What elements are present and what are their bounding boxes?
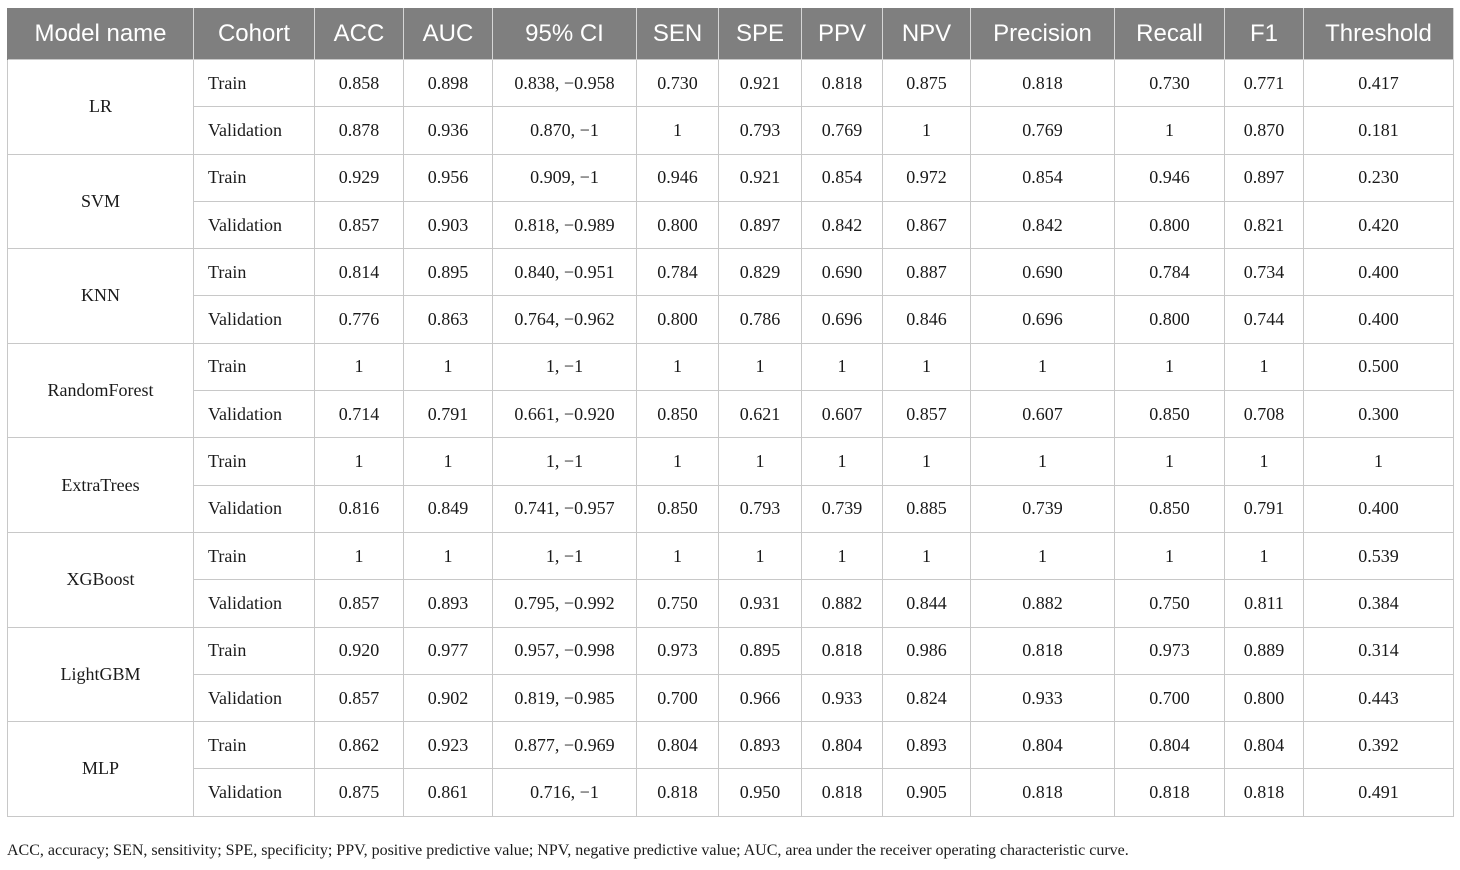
metric-cell: 0.744 xyxy=(1225,296,1304,343)
metric-cell: 0.621 xyxy=(719,391,802,438)
metric-cell: 0.776 xyxy=(315,296,404,343)
metric-cell: 1, −1 xyxy=(493,438,637,485)
metric-cell: 0.784 xyxy=(1115,249,1225,296)
metric-cell: 0.690 xyxy=(971,249,1115,296)
metric-cell: 0.700 xyxy=(1115,674,1225,721)
table-row xyxy=(8,296,1454,343)
metric-cell: 1 xyxy=(883,438,971,485)
metric-cell: 0.986 xyxy=(883,627,971,674)
metric-cell: 0.811 xyxy=(1225,580,1304,627)
cohort-cell: Train xyxy=(194,627,315,674)
metric-cell: 0.696 xyxy=(802,296,883,343)
metric-cell: 0.933 xyxy=(971,674,1115,721)
metric-cell: 1 xyxy=(971,532,1115,579)
metric-cell: 0.769 xyxy=(802,107,883,154)
metric-cell: 0.750 xyxy=(1115,580,1225,627)
table-container xyxy=(7,8,1453,817)
metric-cell: 1, −1 xyxy=(493,532,637,579)
metric-cell: 0.905 xyxy=(883,769,971,816)
metric-cell: 0.973 xyxy=(1115,627,1225,674)
metric-cell: 0.838, −0.958 xyxy=(493,60,637,107)
metric-cell: 0.400 xyxy=(1304,485,1454,532)
metric-cell: 0.730 xyxy=(1115,60,1225,107)
metric-cell: 1 xyxy=(1304,438,1454,485)
model-name-cell: RandomForest xyxy=(8,343,194,438)
metric-cell: 0.870, −1 xyxy=(493,107,637,154)
table-row xyxy=(8,485,1454,532)
metric-cell: 1 xyxy=(637,438,719,485)
column-header: Precision xyxy=(971,8,1115,60)
metric-cell: 0.750 xyxy=(637,580,719,627)
table-row xyxy=(8,343,1454,390)
metric-cell: 0.972 xyxy=(883,154,971,201)
metric-cell: 0.923 xyxy=(404,722,493,769)
metric-cell: 1 xyxy=(637,532,719,579)
metric-cell: 1 xyxy=(404,343,493,390)
metric-cell: 0.857 xyxy=(883,391,971,438)
cohort-cell: Validation xyxy=(194,674,315,721)
cohort-cell: Validation xyxy=(194,201,315,248)
metric-cell: 1 xyxy=(883,107,971,154)
metric-cell: 0.842 xyxy=(802,201,883,248)
metric-cell: 1 xyxy=(637,343,719,390)
metric-cell: 0.800 xyxy=(1225,674,1304,721)
metric-cell: 1 xyxy=(971,438,1115,485)
metric-cell: 0.931 xyxy=(719,580,802,627)
metric-cell: 1 xyxy=(802,343,883,390)
metric-cell: 0.844 xyxy=(883,580,971,627)
metric-cell: 0.784 xyxy=(637,249,719,296)
metric-cell: 0.875 xyxy=(315,769,404,816)
metric-cell: 0.850 xyxy=(1115,485,1225,532)
metric-cell: 0.867 xyxy=(883,201,971,248)
metric-cell: 1 xyxy=(315,343,404,390)
column-header: Cohort xyxy=(194,8,315,60)
table-row xyxy=(8,154,1454,201)
metric-cell: 0.181 xyxy=(1304,107,1454,154)
metric-cell: 0.897 xyxy=(719,201,802,248)
table-row xyxy=(8,60,1454,107)
metric-cell: 0.858 xyxy=(315,60,404,107)
metric-cell: 0.897 xyxy=(1225,154,1304,201)
metric-cell: 0.885 xyxy=(883,485,971,532)
table-row xyxy=(8,249,1454,296)
metric-cell: 0.607 xyxy=(971,391,1115,438)
metric-cell: 0.708 xyxy=(1225,391,1304,438)
metric-cell: 0.850 xyxy=(637,391,719,438)
model-name-cell: LightGBM xyxy=(8,627,194,722)
metric-cell: 1 xyxy=(719,438,802,485)
metric-cell: 0.804 xyxy=(1225,722,1304,769)
metric-cell: 0.878 xyxy=(315,107,404,154)
header-row xyxy=(8,8,1454,60)
metric-cell: 0.795, −0.992 xyxy=(493,580,637,627)
metric-cell: 0.921 xyxy=(719,154,802,201)
metric-cell: 0.818 xyxy=(802,627,883,674)
metric-cell: 0.539 xyxy=(1304,532,1454,579)
column-header: Model name xyxy=(8,8,194,60)
metric-cell: 0.739 xyxy=(971,485,1115,532)
metric-cell: 0.818 xyxy=(1115,769,1225,816)
metric-cell: 0.771 xyxy=(1225,60,1304,107)
metric-cell: 0.818 xyxy=(971,627,1115,674)
table-row xyxy=(8,532,1454,579)
metric-cell: 0.818 xyxy=(971,60,1115,107)
metric-cell: 0.793 xyxy=(719,107,802,154)
metric-cell: 0.977 xyxy=(404,627,493,674)
metric-cell: 0.957, −0.998 xyxy=(493,627,637,674)
column-header: Recall xyxy=(1115,8,1225,60)
metric-cell: 0.875 xyxy=(883,60,971,107)
metric-cell: 0.829 xyxy=(719,249,802,296)
cohort-cell: Train xyxy=(194,343,315,390)
metric-cell: 0.840, −0.951 xyxy=(493,249,637,296)
metric-cell: 0.870 xyxy=(1225,107,1304,154)
metric-cell: 0.882 xyxy=(802,580,883,627)
metric-cell: 0.849 xyxy=(404,485,493,532)
metric-cell: 0.889 xyxy=(1225,627,1304,674)
metric-cell: 1 xyxy=(1115,532,1225,579)
cohort-cell: Train xyxy=(194,438,315,485)
metric-cell: 0.791 xyxy=(1225,485,1304,532)
metric-cell: 0.903 xyxy=(404,201,493,248)
metric-cell: 0.857 xyxy=(315,580,404,627)
metric-cell: 0.946 xyxy=(637,154,719,201)
column-header: PPV xyxy=(802,8,883,60)
metric-cell: 0.946 xyxy=(1115,154,1225,201)
metric-cell: 0.920 xyxy=(315,627,404,674)
metric-cell: 0.818, −0.989 xyxy=(493,201,637,248)
metric-cell: 1 xyxy=(1115,107,1225,154)
metric-cell: 0.696 xyxy=(971,296,1115,343)
metric-cell: 1 xyxy=(719,532,802,579)
table-body xyxy=(8,60,1454,817)
model-metrics-table xyxy=(7,8,1454,817)
metric-cell: 1 xyxy=(802,438,883,485)
metric-cell: 0.392 xyxy=(1304,722,1454,769)
metric-cell: 0.966 xyxy=(719,674,802,721)
metric-cell: 0.804 xyxy=(971,722,1115,769)
metric-cell: 1 xyxy=(883,532,971,579)
metric-cell: 1 xyxy=(1115,438,1225,485)
metric-cell: 0.895 xyxy=(404,249,493,296)
metric-cell: 1 xyxy=(315,532,404,579)
metric-cell: 0.819, −0.985 xyxy=(493,674,637,721)
metric-cell: 0.893 xyxy=(883,722,971,769)
metric-cell: 0.800 xyxy=(1115,296,1225,343)
metric-cell: 1 xyxy=(971,343,1115,390)
metric-cell: 0.314 xyxy=(1304,627,1454,674)
metric-cell: 0.769 xyxy=(971,107,1115,154)
metric-cell: 0.700 xyxy=(637,674,719,721)
metric-cell: 1 xyxy=(404,438,493,485)
table-row xyxy=(8,580,1454,627)
metric-cell: 0.800 xyxy=(1115,201,1225,248)
metric-cell: 0.846 xyxy=(883,296,971,343)
metric-cell: 0.793 xyxy=(719,485,802,532)
table-row xyxy=(8,627,1454,674)
metric-cell: 0.818 xyxy=(802,60,883,107)
metric-cell: 0.230 xyxy=(1304,154,1454,201)
metric-cell: 0.300 xyxy=(1304,391,1454,438)
metric-cell: 0.857 xyxy=(315,674,404,721)
metric-cell: 0.818 xyxy=(1225,769,1304,816)
cohort-cell: Train xyxy=(194,154,315,201)
model-name-cell: SVM xyxy=(8,154,194,249)
metric-cell: 0.716, −1 xyxy=(493,769,637,816)
metric-cell: 1 xyxy=(802,532,883,579)
metric-cell: 0.893 xyxy=(404,580,493,627)
metric-cell: 0.661, −0.920 xyxy=(493,391,637,438)
metric-cell: 1 xyxy=(315,438,404,485)
metric-cell: 0.921 xyxy=(719,60,802,107)
metric-cell: 0.862 xyxy=(315,722,404,769)
metric-cell: 0.690 xyxy=(802,249,883,296)
metric-cell: 1 xyxy=(1225,438,1304,485)
metric-cell: 0.400 xyxy=(1304,249,1454,296)
metric-cell: 1 xyxy=(404,532,493,579)
column-header: AUC xyxy=(404,8,493,60)
metric-cell: 0.950 xyxy=(719,769,802,816)
metric-cell: 1 xyxy=(1115,343,1225,390)
metric-cell: 0.929 xyxy=(315,154,404,201)
metric-cell: 0.854 xyxy=(802,154,883,201)
cohort-cell: Train xyxy=(194,249,315,296)
metric-cell: 0.882 xyxy=(971,580,1115,627)
cohort-cell: Train xyxy=(194,60,315,107)
metric-cell: 0.384 xyxy=(1304,580,1454,627)
metric-cell: 0.734 xyxy=(1225,249,1304,296)
metric-cell: 1 xyxy=(1225,532,1304,579)
metric-cell: 0.417 xyxy=(1304,60,1454,107)
cohort-cell: Validation xyxy=(194,769,315,816)
metric-cell: 0.857 xyxy=(315,201,404,248)
table-row xyxy=(8,722,1454,769)
metric-cell: 0.818 xyxy=(637,769,719,816)
metric-cell: 0.730 xyxy=(637,60,719,107)
column-header: Threshold xyxy=(1304,8,1454,60)
metric-cell: 0.420 xyxy=(1304,201,1454,248)
metric-cell: 0.739 xyxy=(802,485,883,532)
metric-cell: 0.814 xyxy=(315,249,404,296)
metric-cell: 0.607 xyxy=(802,391,883,438)
metric-cell: 0.818 xyxy=(802,769,883,816)
metric-cell: 0.491 xyxy=(1304,769,1454,816)
metric-cell: 0.400 xyxy=(1304,296,1454,343)
metric-cell: 0.973 xyxy=(637,627,719,674)
metric-cell: 0.500 xyxy=(1304,343,1454,390)
cohort-cell: Validation xyxy=(194,485,315,532)
model-name-cell: ExtraTrees xyxy=(8,438,194,533)
table-row xyxy=(8,201,1454,248)
metric-cell: 0.791 xyxy=(404,391,493,438)
metric-cell: 0.887 xyxy=(883,249,971,296)
cohort-cell: Validation xyxy=(194,296,315,343)
metric-cell: 1, −1 xyxy=(493,343,637,390)
cohort-cell: Validation xyxy=(194,391,315,438)
column-header: F1 xyxy=(1225,8,1304,60)
metric-cell: 0.842 xyxy=(971,201,1115,248)
table-row xyxy=(8,438,1454,485)
column-header: ACC xyxy=(315,8,404,60)
metric-cell: 0.895 xyxy=(719,627,802,674)
model-name-cell: MLP xyxy=(8,722,194,817)
metric-cell: 0.909, −1 xyxy=(493,154,637,201)
metric-cell: 0.898 xyxy=(404,60,493,107)
metric-cell: 0.804 xyxy=(1115,722,1225,769)
metric-cell: 0.863 xyxy=(404,296,493,343)
table-row xyxy=(8,674,1454,721)
metric-cell: 0.854 xyxy=(971,154,1115,201)
metric-cell: 0.933 xyxy=(802,674,883,721)
table-footnote: ACC, accuracy; SEN, sensitivity; SPE, specificity; PPV, positive predictive value; NPV, negative predictive value; AUC, area under the receiver operating characteristic curve. xyxy=(7,842,1129,859)
cohort-cell: Train xyxy=(194,722,315,769)
metric-cell: 0.821 xyxy=(1225,201,1304,248)
model-name-cell: XGBoost xyxy=(8,532,194,627)
metric-cell: 0.818 xyxy=(971,769,1115,816)
metric-cell: 0.741, −0.957 xyxy=(493,485,637,532)
metric-cell: 0.956 xyxy=(404,154,493,201)
cohort-cell: Validation xyxy=(194,580,315,627)
metric-cell: 0.800 xyxy=(637,296,719,343)
metric-cell: 1 xyxy=(719,343,802,390)
model-name-cell: KNN xyxy=(8,249,194,344)
metric-cell: 0.816 xyxy=(315,485,404,532)
metric-cell: 0.877, −0.969 xyxy=(493,722,637,769)
metric-cell: 0.443 xyxy=(1304,674,1454,721)
metric-cell: 1 xyxy=(883,343,971,390)
metric-cell: 0.850 xyxy=(1115,391,1225,438)
metric-cell: 0.804 xyxy=(637,722,719,769)
metric-cell: 0.786 xyxy=(719,296,802,343)
metric-cell: 0.824 xyxy=(883,674,971,721)
model-name-cell: LR xyxy=(8,60,194,155)
column-header: NPV xyxy=(883,8,971,60)
cohort-cell: Train xyxy=(194,532,315,579)
metric-cell: 0.902 xyxy=(404,674,493,721)
metric-cell: 0.861 xyxy=(404,769,493,816)
cohort-cell: Validation xyxy=(194,107,315,154)
metric-cell: 0.936 xyxy=(404,107,493,154)
column-header: SPE xyxy=(719,8,802,60)
metric-cell: 1 xyxy=(1225,343,1304,390)
metric-cell: 0.800 xyxy=(637,201,719,248)
metric-cell: 0.804 xyxy=(802,722,883,769)
table-row xyxy=(8,107,1454,154)
metric-cell: 0.850 xyxy=(637,485,719,532)
metric-cell: 0.764, −0.962 xyxy=(493,296,637,343)
column-header: 95% CI xyxy=(493,8,637,60)
metric-cell: 0.893 xyxy=(719,722,802,769)
column-header: SEN xyxy=(637,8,719,60)
metric-cell: 0.714 xyxy=(315,391,404,438)
table-row xyxy=(8,391,1454,438)
table-row xyxy=(8,769,1454,816)
metric-cell: 1 xyxy=(637,107,719,154)
